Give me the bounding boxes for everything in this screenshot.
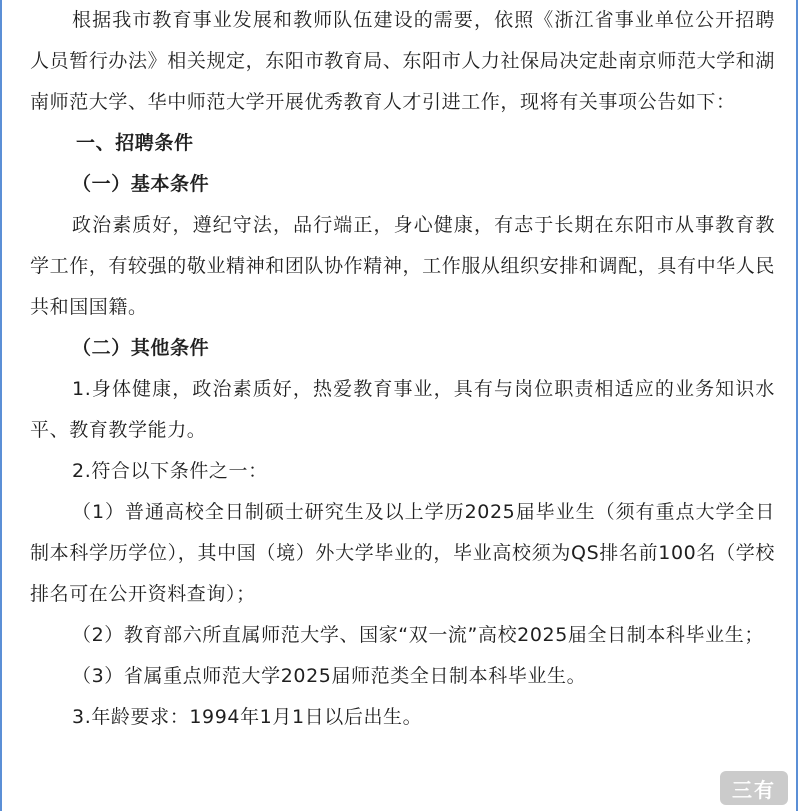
condition-subitem-1: （1）普通高校全日制硕士研究生及以上学历2025届毕业生（须有重点大学全日制本科学历学位），其中国（境）外大学毕业的，毕业高校须为QS排名前100名（学校排名可在公开资料查询）； bbox=[30, 501, 775, 605]
condition-item-2: 2.符合以下条件之一： bbox=[72, 460, 268, 482]
condition-item-1: 1.身体健康，政治素质好，热爱教育事业，具有与岗位职责相适应的业务知识水平、教育教学能力。 bbox=[30, 378, 775, 441]
intro-paragraph: 根据我市教育事业发展和教师队伍建设的需要，依照《浙江省事业单位公开招聘人员暂行办法》相关规定，东阳市教育局、东阳市人力社保局决定赴南京师范大学和湖南师范大学、华中师范大学开展优秀教育人才引进工作，现将有关事项公告如下： bbox=[30, 9, 775, 113]
subsection-title-basic-conditions: （一）基本条件 bbox=[72, 173, 210, 195]
announcement-document bbox=[30, 0, 775, 738]
condition-item-3: 3.年龄要求：1994年1月1日以后出生。 bbox=[72, 706, 423, 728]
subsection-title-other-conditions: （二）其他条件 bbox=[72, 337, 210, 359]
condition-subitem-3: （3）省属重点师范大学2025届师范类全日制本科毕业生。 bbox=[72, 665, 587, 687]
watermark-logo: 三有 bbox=[720, 771, 788, 805]
condition-subitem-2: （2）教育部六所直属师范大学、国家“双一流”高校2025届全日制本科毕业生； bbox=[72, 624, 764, 646]
section-title-recruitment-conditions: 一、招聘条件 bbox=[76, 132, 194, 154]
basic-conditions-paragraph: 政治素质好，遵纪守法，品行端正，身心健康，有志于长期在东阳市从事教育教学工作，有较强的敬业精神和团队协作精神，工作服从组织安排和调配，具有中华人民共和国国籍。 bbox=[30, 214, 775, 318]
